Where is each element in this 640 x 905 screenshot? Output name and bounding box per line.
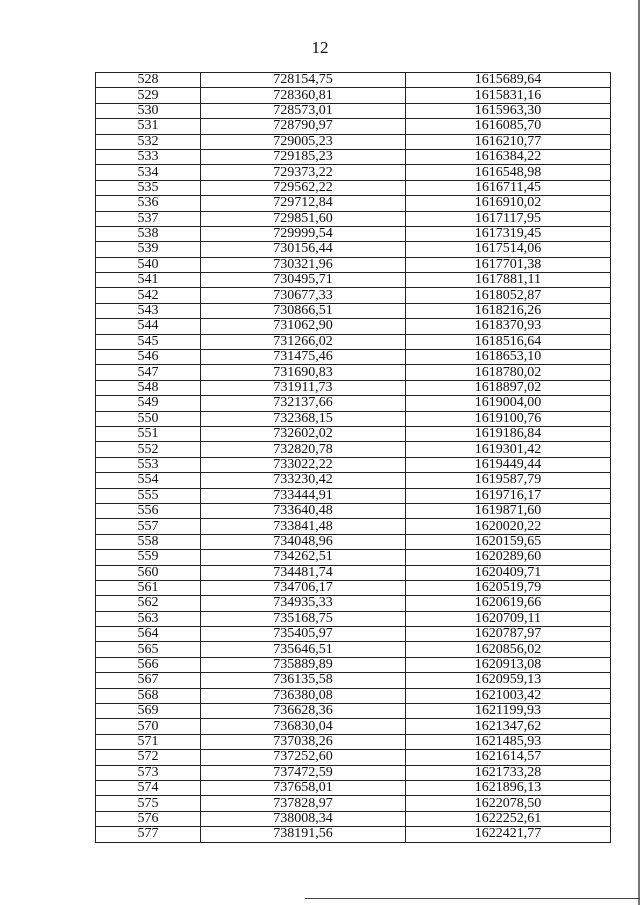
point-number-cell: 537 [96, 211, 201, 226]
point-number-cell: 576 [96, 811, 201, 826]
table-row [96, 165, 611, 180]
y-coordinate-cell: 1619449,44 [406, 457, 611, 472]
bottom-rule [305, 898, 640, 899]
x-coordinate-cell: 733444,91 [201, 488, 406, 503]
coordinates-table [95, 72, 611, 843]
table-row [96, 765, 611, 780]
x-coordinate-cell: 735405,97 [201, 627, 406, 642]
table-row [96, 196, 611, 211]
table-row [96, 580, 611, 595]
point-number-cell: 532 [96, 134, 201, 149]
y-coordinate-cell: 1615689,64 [406, 73, 611, 88]
y-coordinate-cell: 1619587,79 [406, 473, 611, 488]
x-coordinate-cell: 735889,89 [201, 657, 406, 672]
y-coordinate-cell: 1616384,22 [406, 149, 611, 164]
x-coordinate-cell: 737038,26 [201, 734, 406, 749]
x-coordinate-cell: 730156,44 [201, 242, 406, 257]
x-coordinate-cell: 728573,01 [201, 103, 406, 118]
table-row [96, 750, 611, 765]
x-coordinate-cell: 729712,84 [201, 196, 406, 211]
y-coordinate-cell: 1621347,62 [406, 719, 611, 734]
point-number-cell: 574 [96, 780, 201, 795]
point-number-cell: 551 [96, 426, 201, 441]
y-coordinate-cell: 1621733,28 [406, 765, 611, 780]
point-number-cell: 553 [96, 457, 201, 472]
table-row [96, 257, 611, 272]
y-coordinate-cell: 1620020,22 [406, 519, 611, 534]
point-number-cell: 569 [96, 704, 201, 719]
point-number-cell: 554 [96, 473, 201, 488]
y-coordinate-cell: 1617701,38 [406, 257, 611, 272]
y-coordinate-cell: 1616548,98 [406, 165, 611, 180]
y-coordinate-cell: 1622421,77 [406, 827, 611, 842]
table-row [96, 442, 611, 457]
table-row [96, 550, 611, 565]
table-row [96, 734, 611, 749]
y-coordinate-cell: 1619004,00 [406, 396, 611, 411]
y-coordinate-cell: 1618370,93 [406, 319, 611, 334]
table-row [96, 811, 611, 826]
point-number-cell: 575 [96, 796, 201, 811]
table-row [96, 134, 611, 149]
x-coordinate-cell: 734935,33 [201, 596, 406, 611]
point-number-cell: 531 [96, 119, 201, 134]
x-coordinate-cell: 732602,02 [201, 426, 406, 441]
table-row [96, 503, 611, 518]
point-number-cell: 547 [96, 365, 201, 380]
y-coordinate-cell: 1621896,13 [406, 780, 611, 795]
x-coordinate-cell: 730866,51 [201, 303, 406, 318]
y-coordinate-cell: 1620913,08 [406, 657, 611, 672]
x-coordinate-cell: 729373,22 [201, 165, 406, 180]
x-coordinate-cell: 729999,54 [201, 226, 406, 241]
table-row [96, 288, 611, 303]
table-row [96, 88, 611, 103]
y-coordinate-cell: 1622252,61 [406, 811, 611, 826]
table-row [96, 273, 611, 288]
point-number-cell: 533 [96, 149, 201, 164]
x-coordinate-cell: 733230,42 [201, 473, 406, 488]
x-coordinate-cell: 737252,60 [201, 750, 406, 765]
point-number-cell: 562 [96, 596, 201, 611]
point-number-cell: 543 [96, 303, 201, 318]
point-number-cell: 550 [96, 411, 201, 426]
table-row [96, 534, 611, 549]
table-row [96, 719, 611, 734]
y-coordinate-cell: 1619186,84 [406, 426, 611, 441]
x-coordinate-cell: 728360,81 [201, 88, 406, 103]
y-coordinate-cell: 1616711,45 [406, 180, 611, 195]
x-coordinate-cell: 729185,23 [201, 149, 406, 164]
x-coordinate-cell: 731690,83 [201, 365, 406, 380]
y-coordinate-cell: 1618052,87 [406, 288, 611, 303]
table-row [96, 688, 611, 703]
x-coordinate-cell: 731266,02 [201, 334, 406, 349]
point-number-cell: 555 [96, 488, 201, 503]
y-coordinate-cell: 1618516,64 [406, 334, 611, 349]
x-coordinate-cell: 734262,51 [201, 550, 406, 565]
y-coordinate-cell: 1615963,30 [406, 103, 611, 118]
point-number-cell: 572 [96, 750, 201, 765]
x-coordinate-cell: 736830,04 [201, 719, 406, 734]
y-coordinate-cell: 1617514,06 [406, 242, 611, 257]
point-number-cell: 565 [96, 642, 201, 657]
y-coordinate-cell: 1620856,02 [406, 642, 611, 657]
y-coordinate-cell: 1618653,10 [406, 350, 611, 365]
point-number-cell: 571 [96, 734, 201, 749]
x-coordinate-cell: 736628,36 [201, 704, 406, 719]
y-coordinate-cell: 1617319,45 [406, 226, 611, 241]
x-coordinate-cell: 734481,74 [201, 565, 406, 580]
y-coordinate-cell: 1619716,17 [406, 488, 611, 503]
table-row [96, 319, 611, 334]
table-row [96, 473, 611, 488]
point-number-cell: 542 [96, 288, 201, 303]
x-coordinate-cell: 731911,73 [201, 380, 406, 395]
y-coordinate-cell: 1617881,11 [406, 273, 611, 288]
y-coordinate-cell: 1616085,70 [406, 119, 611, 134]
point-number-cell: 556 [96, 503, 201, 518]
x-coordinate-cell: 730321,96 [201, 257, 406, 272]
table-row [96, 488, 611, 503]
point-number-cell: 544 [96, 319, 201, 334]
y-coordinate-cell: 1621614,57 [406, 750, 611, 765]
table-row [96, 596, 611, 611]
page-number: 12 [311, 38, 329, 57]
y-coordinate-cell: 1620619,66 [406, 596, 611, 611]
table-row [96, 780, 611, 795]
table-row [96, 411, 611, 426]
point-number-cell: 535 [96, 180, 201, 195]
x-coordinate-cell: 735168,75 [201, 611, 406, 626]
point-number-cell: 541 [96, 273, 201, 288]
table-row [96, 226, 611, 241]
table-row [96, 519, 611, 534]
y-coordinate-cell: 1616210,77 [406, 134, 611, 149]
y-coordinate-cell: 1620409,71 [406, 565, 611, 580]
x-coordinate-cell: 734706,17 [201, 580, 406, 595]
x-coordinate-cell: 731062,90 [201, 319, 406, 334]
point-number-cell: 536 [96, 196, 201, 211]
y-coordinate-cell: 1620709,11 [406, 611, 611, 626]
point-number-cell: 530 [96, 103, 201, 118]
table-row [96, 149, 611, 164]
x-coordinate-cell: 734048,96 [201, 534, 406, 549]
y-coordinate-cell: 1618780,02 [406, 365, 611, 380]
x-coordinate-cell: 737472,59 [201, 765, 406, 780]
x-coordinate-cell: 733022,22 [201, 457, 406, 472]
point-number-cell: 567 [96, 673, 201, 688]
table-row [96, 350, 611, 365]
y-coordinate-cell: 1621003,42 [406, 688, 611, 703]
point-number-cell: 566 [96, 657, 201, 672]
point-number-cell: 570 [96, 719, 201, 734]
x-coordinate-cell: 738191,56 [201, 827, 406, 842]
table-row [96, 211, 611, 226]
table-row [96, 673, 611, 688]
y-coordinate-cell: 1622078,50 [406, 796, 611, 811]
table-row [96, 796, 611, 811]
y-coordinate-cell: 1620519,79 [406, 580, 611, 595]
x-coordinate-cell: 737658,01 [201, 780, 406, 795]
point-number-cell: 559 [96, 550, 201, 565]
x-coordinate-cell: 732368,15 [201, 411, 406, 426]
table-row [96, 426, 611, 441]
point-number-cell: 540 [96, 257, 201, 272]
x-coordinate-cell: 731475,46 [201, 350, 406, 365]
x-coordinate-cell: 728790,97 [201, 119, 406, 134]
x-coordinate-cell: 728154,75 [201, 73, 406, 88]
y-coordinate-cell: 1619871,60 [406, 503, 611, 518]
table-row [96, 380, 611, 395]
point-number-cell: 545 [96, 334, 201, 349]
x-coordinate-cell: 729005,23 [201, 134, 406, 149]
point-number-cell: 563 [96, 611, 201, 626]
y-coordinate-cell: 1620289,60 [406, 550, 611, 565]
x-coordinate-cell: 736135,58 [201, 673, 406, 688]
table-row [96, 565, 611, 580]
table-row [96, 73, 611, 88]
point-number-cell: 549 [96, 396, 201, 411]
y-coordinate-cell: 1620787,97 [406, 627, 611, 642]
point-number-cell: 558 [96, 534, 201, 549]
point-number-cell: 539 [96, 242, 201, 257]
table-row [96, 180, 611, 195]
coordinates-table-body [96, 73, 611, 843]
x-coordinate-cell: 732820,78 [201, 442, 406, 457]
point-number-cell: 552 [96, 442, 201, 457]
y-coordinate-cell: 1618216,26 [406, 303, 611, 318]
x-coordinate-cell: 735646,51 [201, 642, 406, 657]
x-coordinate-cell: 730495,71 [201, 273, 406, 288]
y-coordinate-cell: 1618897,02 [406, 380, 611, 395]
point-number-cell: 557 [96, 519, 201, 534]
table-row [96, 103, 611, 118]
table-row [96, 303, 611, 318]
point-number-cell: 573 [96, 765, 201, 780]
point-number-cell: 529 [96, 88, 201, 103]
y-coordinate-cell: 1620959,13 [406, 673, 611, 688]
y-coordinate-cell: 1617117,95 [406, 211, 611, 226]
y-coordinate-cell: 1615831,16 [406, 88, 611, 103]
point-number-cell: 538 [96, 226, 201, 241]
table-row [96, 119, 611, 134]
x-coordinate-cell: 733640,48 [201, 503, 406, 518]
point-number-cell: 568 [96, 688, 201, 703]
table-row [96, 704, 611, 719]
point-number-cell: 560 [96, 565, 201, 580]
point-number-cell: 561 [96, 580, 201, 595]
point-number-cell: 548 [96, 380, 201, 395]
point-number-cell: 577 [96, 827, 201, 842]
y-coordinate-cell: 1619100,76 [406, 411, 611, 426]
x-coordinate-cell: 729562,22 [201, 180, 406, 195]
x-coordinate-cell: 729851,60 [201, 211, 406, 226]
table-row [96, 242, 611, 257]
y-coordinate-cell: 1621199,93 [406, 704, 611, 719]
y-coordinate-cell: 1619301,42 [406, 442, 611, 457]
x-coordinate-cell: 736380,08 [201, 688, 406, 703]
table-row [96, 611, 611, 626]
x-coordinate-cell: 737828,97 [201, 796, 406, 811]
table-row [96, 627, 611, 642]
point-number-cell: 546 [96, 350, 201, 365]
point-number-cell: 534 [96, 165, 201, 180]
point-number-cell: 564 [96, 627, 201, 642]
table-row [96, 827, 611, 842]
table-row [96, 657, 611, 672]
y-coordinate-cell: 1616910,02 [406, 196, 611, 211]
y-coordinate-cell: 1621485,93 [406, 734, 611, 749]
x-coordinate-cell: 732137,66 [201, 396, 406, 411]
x-coordinate-cell: 730677,33 [201, 288, 406, 303]
point-number-cell: 528 [96, 73, 201, 88]
y-coordinate-cell: 1620159,65 [406, 534, 611, 549]
table-row [96, 457, 611, 472]
table-row [96, 365, 611, 380]
table-row [96, 642, 611, 657]
x-coordinate-cell: 733841,48 [201, 519, 406, 534]
table-row [96, 334, 611, 349]
table-row [96, 396, 611, 411]
x-coordinate-cell: 738008,34 [201, 811, 406, 826]
